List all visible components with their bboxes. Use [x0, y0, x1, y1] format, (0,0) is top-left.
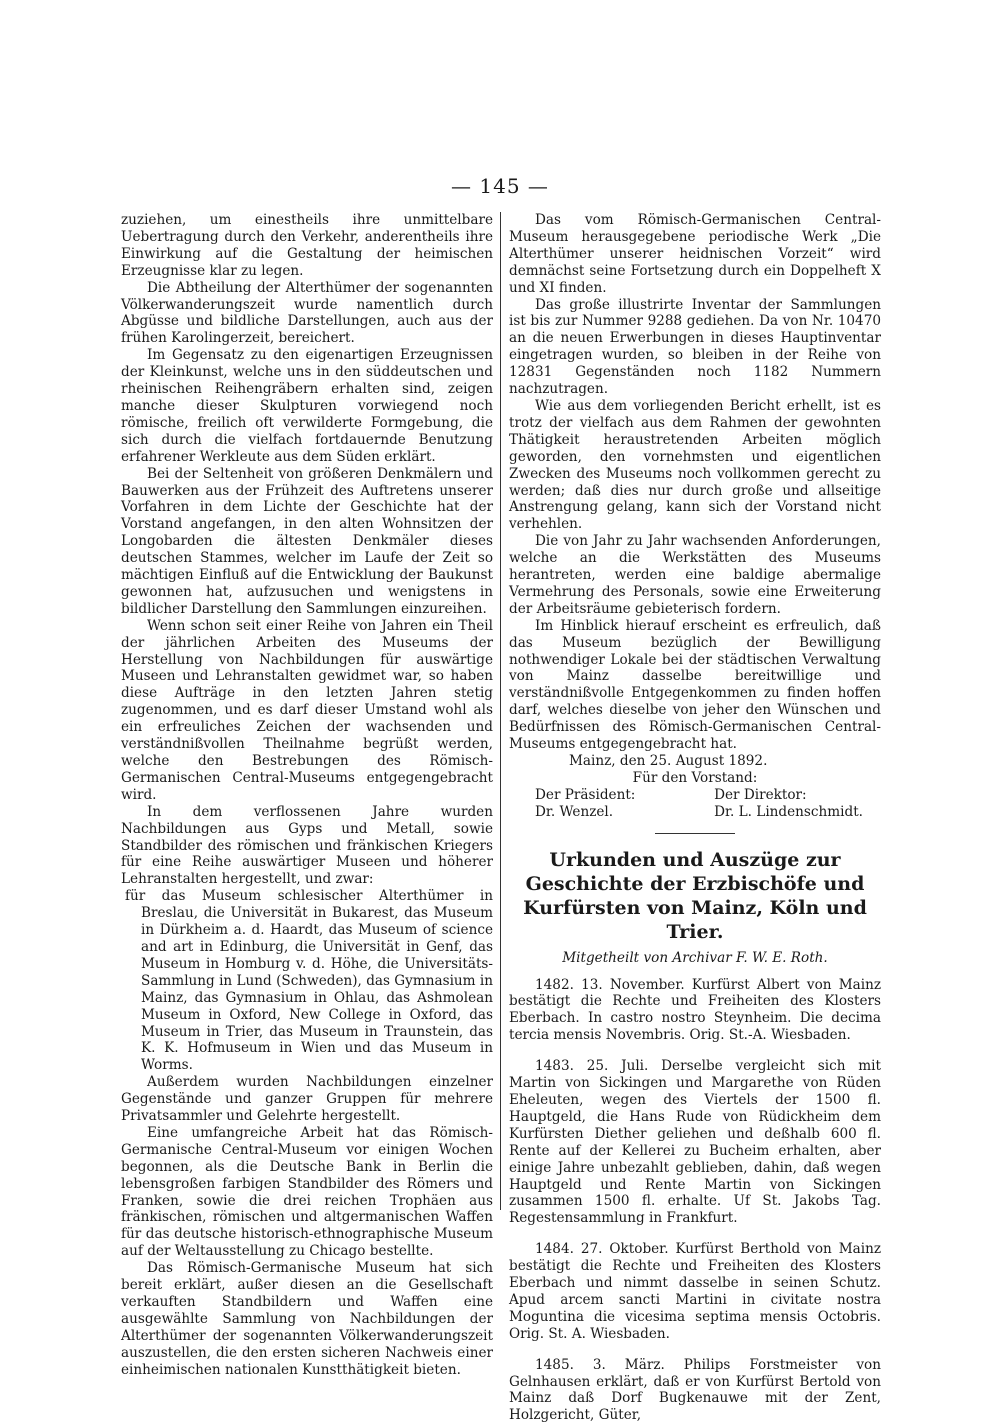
document-entry: 1482. 13. November. Kurfürst Albert von Mainz bestätigt die Rechte und Freiheiten des Klosters Eberbach. In castro nostro Steynheim. Die decima tercia mensis Novembris. Orig. St.-A. Wiesbaden.: [509, 976, 881, 1044]
date-line: Mainz, den 25. August 1892.: [569, 753, 768, 769]
signature-title: Der Präsident:: [535, 786, 636, 803]
signature-name: Dr. L. Lindenschmidt.: [714, 803, 863, 820]
page-number: — 145 —: [451, 174, 549, 198]
paragraph: In dem verflossenen Jahre wurden Nachbildungen aus Gyps und Metall, sowie Standbilder des römischen und fränkischen Kriegers für eine Reihe auswärtiger Museen und höherer Lehranstalten hergestellt, und zwar:: [121, 803, 493, 888]
paragraph: Eine umfangreiche Arbeit hat das Römisch-Germanische Central-Museum vor einigen Wochen begonnen, als die Deutsche Bank in Berlin die lebensgroßen farbigen Standbilder des Römers und Franken, sowie die drei reichen Trophäen aus fränkischen, römischen und altgermanischen Waffen für das deutsche historisch-ethnographische Museum auf der Weltausstellung zu Chicago bestellte.: [121, 1124, 493, 1260]
signature-name: Dr. Wenzel.: [535, 803, 614, 820]
document-entry: 1484. 27. Oktober. Kurfürst Berthold von Mainz bestätigt die Rechte und Freiheiten des Klosters Eberbach und nimmt dasselbe in seinen Schutz. Apud arcem sancti Martini in civitate nostra Moguntina die vicesima septima mensis Octobris. Orig. St. A. Wiesbaden.: [509, 1241, 881, 1342]
entry-gap: [509, 1343, 881, 1357]
paragraph: zuziehen, um einestheils ihre unmittelbare Uebertragung durch den Verkehr, anderentheils ihre Einwirkung auf die Gestaltung der heimischen Erzeugnisse klar zu legen.: [121, 212, 493, 279]
byline: Mitgetheilt von Archivar F. W. E. Roth.: [562, 949, 828, 966]
paragraph: Die von Jahr zu Jahr wachsenden Anforderungen, welche an die Werkstätten des Museums herantreten, werden eine baldige abermalige Vermehrung des Personals, sowie eine Erweiterung der Arbeitsräume gebieterisch fordern.: [509, 533, 881, 617]
signature-title: Der Direktor:: [714, 786, 807, 803]
entry-gap: [509, 1044, 881, 1058]
section-heading: Urkunden und Auszüge zur Geschichte der Erzbischöfe und Kurfürsten von Mainz, Köln und Trier.: [523, 848, 867, 943]
paragraph: Im Hinblick hierauf erscheint es erfreulich, daß das Museum bezüglich der Bewilligung nothwendiger Lokale bei der städtischen Verwaltung von Mainz dasselbe bereitwillige und verständnißvolle Entgegenkommen zu finden hoffen darf, welches dieselbe von jeher den Wünschen und Bedürfnissen des Römisch-Germanischen Central-Museums entgegengebracht hat.: [509, 617, 881, 753]
left-column: [121, 212, 493, 1379]
entry-gap: [509, 1227, 881, 1241]
document-entry: 1485. 3. März. Philips Forstmeister von Gelnhausen erklärt, daß er von Kurfürst Bertold von Mainz daß Dorf Bugkenauwe mit der Zent, Holzgericht, Güter,: [509, 1356, 881, 1424]
signature-block: [535, 787, 863, 821]
paragraph: Bei der Seltenheit von größeren Denkmälern und Bauwerken aus der Frühzeit des Auftretens unserer Vorfahren in dem Lichte der Geschichte hat der Vorstand angefangen, in den alten Wohnsitzen der Longobarden die ältesten Denkmäler dieses deutschen Stammes, welcher im Laufe der Zeit so mächtigen Einfluß auf die Entwicklung der Baukunst gewonnen hat, aufzusuchen und wenigstens in bildlicher Darstellung den Sammlungen einzureihen.: [121, 465, 493, 617]
signature-president: [535, 787, 635, 821]
paragraph: Im Gegensatz zu den eigenartigen Erzeugnissen der Kleinkunst, welche uns in den süddeutschen und rheinischen Reihengräbern erhalten sind, zeigen manche dieser Skulpturen vorwiegend noch römische, freilich oft verwilderte Formgebung, die sich durch die vielfach fortdauernde Benutzung erfahrener Werkleute aus dem Süden erklärt.: [121, 347, 493, 465]
section-separator: [655, 833, 735, 834]
document-entry: 1483. 25. Juli. Derselbe vergleicht sich mit Martin von Sickingen und Margarethe von Rüden Eheleuten, wegen des Viertels der 1500 fl. Hauptgeld, die Hans Rude von Rüdickheim dem Kurfürsten Diether geliehen und deßhalb 600 fl. Rente auf der Kellerei zu Bucheim erhalten, aber einige Jahre unbezahlt geblieben, dahin, daß wegen Hauptgeld und Rente Martin von Sickingen zusammen 1500 fl. erhalte. Uf St. Jakobs Tag. Regestensammlung in Frankfurt.: [509, 1058, 881, 1227]
museum-list: für das Museum schlesischer Alterthümer in Breslau, die Universität in Bukarest, das Museum in Dürkheim a. d. Haardt, das Museum of science and art in Edinburg, die Universität in Genf, das Museum in Homburg v. d. Höhe, die Universitäts-Sammlung in Lund (Schweden), das Gymnasium in Mainz, das Gymnasium in Ohlau, das Ashmolean Museum in Oxford, New College in Oxford, das Museum in Trier, das Museum in Traunstein, das K. K. Hofmuseum in Wien und das Museum in Worms.: [125, 888, 493, 1074]
paragraph: Die Abtheilung der Alterthümer der sogenannten Völkerwanderungszeit wurde namentlich durch Abgüsse und bildliche Darstellungen, auch aus der frühen Karolingerzeit, bereichert.: [121, 279, 493, 347]
right-column: [509, 212, 881, 1424]
closing-line: Für den Vorstand:: [632, 769, 758, 786]
column-divider: [500, 212, 501, 1210]
paragraph: Wenn schon seit einer Reihe von Jahren ein Theil der jährlichen Arbeiten des Museums der Herstellung von Nachbildungen für auswärtige Museen und Lehranstalten gewidmet war, so haben diese Aufträge in den letzten Jahren stetig zugenommen, und es darf dieser Umstand wohl als ein erfreuliches Zeichen der wachsenden und verständnißvollen Theilnahme begrüßt werden, welche den Bestrebungen des Römisch-Germanischen Central-Museums entgegengebracht wird.: [121, 617, 493, 803]
paragraph: Das Römisch-Germanische Museum hat sich bereit erklärt, außer diesen an die Gesellschaft verkauften Standbildern und Waffen eine ausgewählte Sammlung von Nachbildungen der Alterthümer der sogenannten Völkerwanderungszeit auszustellen, die den ersten sicheren Nachweis einer einheimischen nationalen Kunstthätigkeit bieten.: [121, 1260, 493, 1378]
paragraph: Das vom Römisch-Germanischen Central-Museum herausgegebene periodische Werk „Die Alterthümer unserer heidnischen Vorzeit“ wird demnächst seine Fortsetzung durch ein Doppelheft X und XI finden.: [509, 212, 881, 296]
paragraph: Das große illustrirte Inventar der Sammlungen ist bis zur Nummer 9288 gediehen. Da von Nr. 10470 an die neuen Erwerbungen in dieses Hauptinventar eingetragen wurden, so bleiben in der Reihe von 12831 Gegenständen noch 1182 Nummern nachzutragen.: [509, 296, 881, 398]
signature-director: [714, 787, 863, 821]
paragraph: Außerdem wurden Nachbildungen einzelner Gegenstände und ganzer Gruppen für mehrere Privatsammler und Gelehrte hergestellt.: [121, 1074, 493, 1125]
paragraph: Wie aus dem vorliegenden Bericht erhellt, ist es trotz der vielfach aus dem Rahmen der gewohnten Thätigkeit heraustretenden Arbeiten möglich geworden, den vornehmsten und eigentlichen Zwecken des Museums noch vollkommen gerecht zu werden; daß dies nur durch große und allseitige Anstrengung gelang, kann sich der Vorstand nicht verhehlen.: [509, 397, 881, 533]
